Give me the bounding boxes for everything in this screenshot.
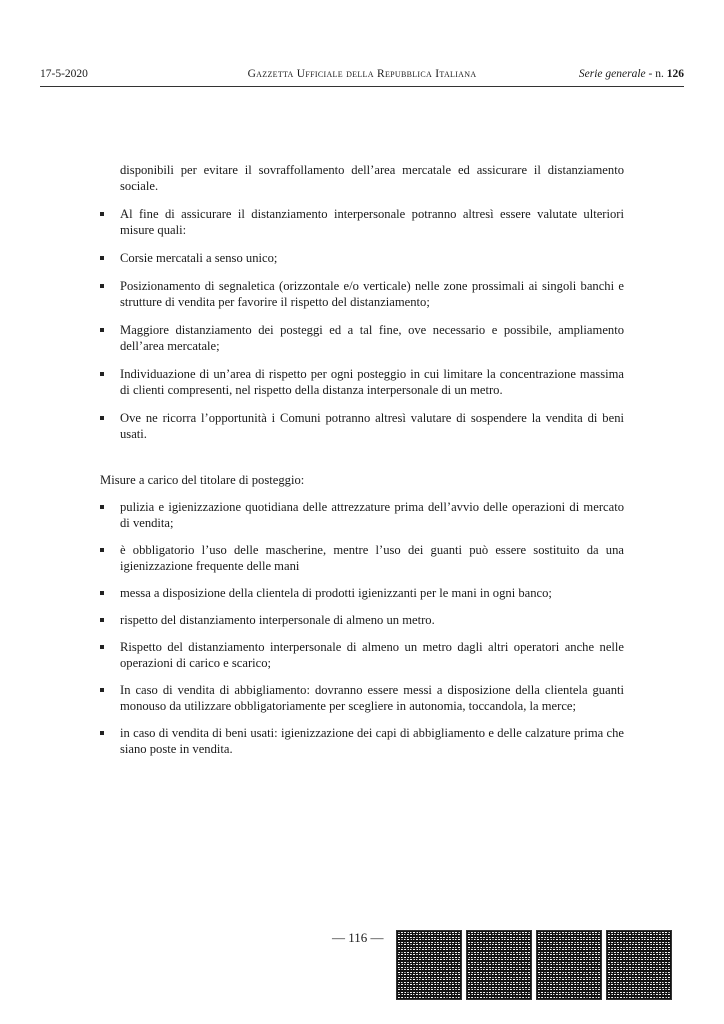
datamatrix-code-icon [466,930,532,1000]
page-number: — 116 — [332,930,384,945]
list-item: rispetto del distanziamento interpersonale di almeno un metro. [100,612,624,628]
list-item: Corsie mercatali a senso unico; [100,250,624,266]
header-title: Gazzetta Ufficiale della Repubblica Italiana [247,68,477,80]
header-rule [40,86,684,87]
bullet-icon [100,688,104,692]
list-item: è obbligatorio l’uso delle mascherine, mentre l’uso dei guanti può essere sostituito da una igienizzazione frequente delle mani [100,542,624,574]
list-item: Rispetto del distanziamento interpersonale di almeno un metro dagli altri operatori anche nelle operazioni di carico e scarico; [100,639,624,671]
page-footer [0,930,724,1000]
bullet-icon [100,256,104,260]
list-item: Maggiore distanziamento dei posteggi ed a tal fine, ove necessario e possibile, ampliamento dell’area mercatale; [100,322,624,354]
bullet-icon [100,212,104,216]
list-item: In caso di vendita di abbigliamento: dovranno essere messi a disposizione della clientela guanti monouso da utilizzare obbligatoriamente per scegliere in autonomia, toccandola, la merce; [100,682,624,714]
header-date: 17-5-2020 [40,68,88,80]
series-separator: - n. [645,68,667,80]
bullet-icon [100,416,104,420]
bullet-icon [100,548,104,552]
intro-paragraph: disponibili per evitare il sovraffollamento dell’area mercatale ed assicurare il distanziamento sociale. [120,163,624,193]
bullet-icon [100,328,104,332]
header-series [579,68,684,80]
series-number: 126 [666,68,684,80]
measures-list [100,206,624,442]
list-item: Posizionamento di segnaletica (orizzontale e/o verticale) nelle zone prossimali ai singoli banchi e strutture di vendita per favorire il rispetto del distanziamento; [100,278,624,310]
list-item: Al fine di assicurare il distanziamento interpersonale potranno altresì essere valutate ulteriori misure quali: [100,206,624,238]
document-body [100,162,624,757]
bullet-icon [100,618,104,622]
section-heading: Misure a carico del titolare di posteggio: [100,473,305,487]
stall-holder-measures-list [100,499,624,757]
bullet-icon [100,645,104,649]
list-item: messa a disposizione della clientela di prodotti igienizzanti per le mani in ogni banco; [100,585,624,601]
list-item: Ove ne ricorra l’opportunità i Comuni potranno altresì valutare di sospendere la vendita di beni usati. [100,410,624,442]
datamatrix-code-icon [606,930,672,1000]
datamatrix-code-icon [396,930,462,1000]
bullet-icon [100,372,104,376]
bullet-icon [100,731,104,735]
bullet-icon [100,284,104,288]
page-header [40,68,684,84]
bullet-icon [100,591,104,595]
series-label: Serie generale [578,68,646,80]
list-item: pulizia e igienizzazione quotidiana delle attrezzature prima dell’avvio delle operazioni di mercato di vendita; [100,499,624,531]
list-item: Individuazione di un’area di rispetto per ogni posteggio in cui limitare la concentrazione massima di clienti compresenti, nel rispetto della distanza interpersonale di un metro. [100,366,624,398]
bullet-icon [100,505,104,509]
datamatrix-code-icon [536,930,602,1000]
list-item: in caso di vendita di beni usati: igienizzazione dei capi di abbigliamento e delle calzature prima che siano poste in vendita. [100,725,624,757]
